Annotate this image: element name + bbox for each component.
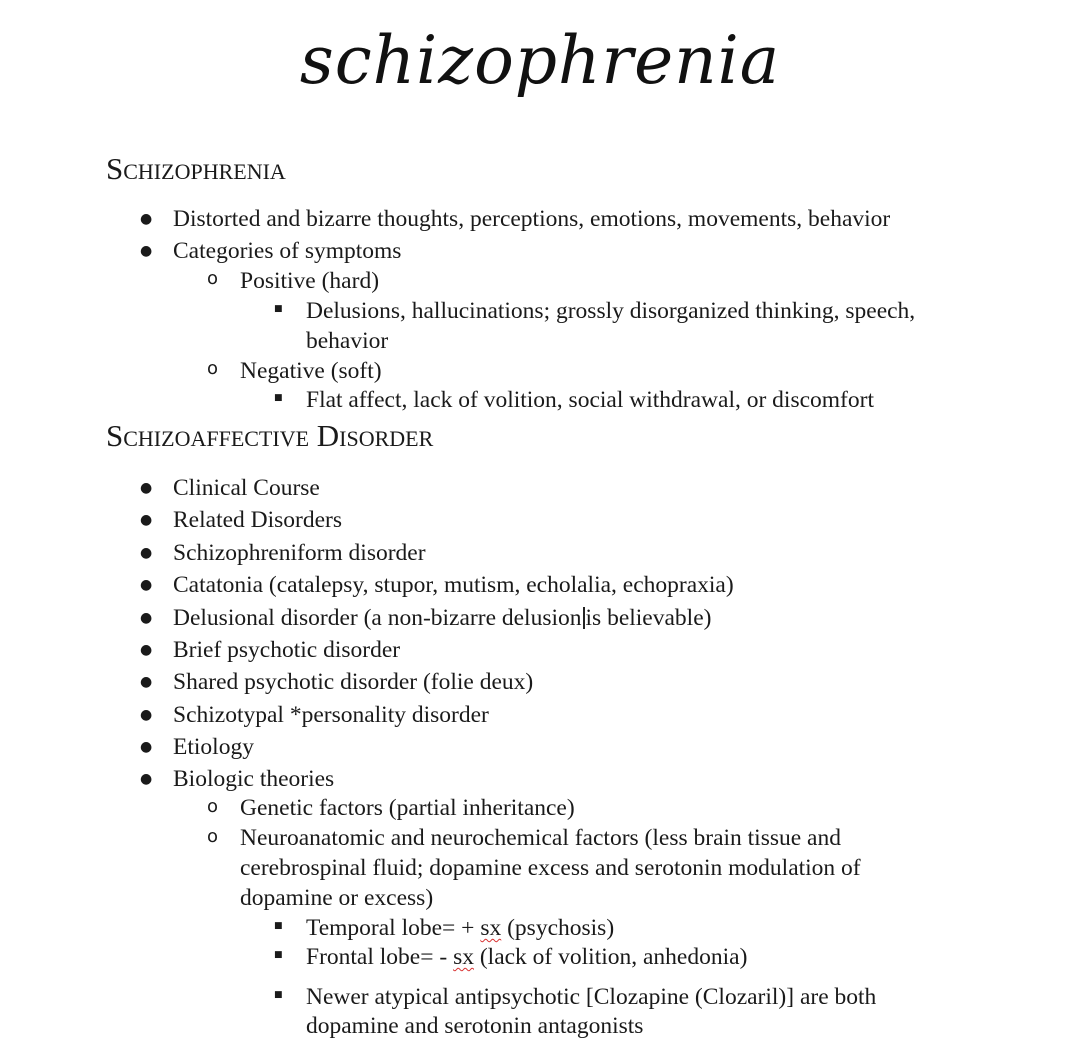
list-item-text: Frontal lobe= - bbox=[306, 944, 454, 970]
bullet-icon: ● bbox=[140, 739, 153, 755]
bullet-icon: ● bbox=[140, 243, 153, 259]
list-item: Shared psychotic disorder (folie deux) bbox=[173, 669, 534, 695]
list-item: Catatonia (catalepsy, stupor, mutism, echolalia, echopraxia) bbox=[173, 572, 734, 598]
bullet-icon: o bbox=[207, 796, 219, 817]
list-item: Biologic theories bbox=[173, 766, 335, 792]
list-item: Brief psychotic disorder bbox=[173, 637, 401, 663]
bullet-icon: ■ bbox=[274, 393, 283, 403]
list-item bbox=[306, 946, 747, 970]
bullet-icon: ● bbox=[140, 642, 153, 658]
bullet-icon: ■ bbox=[274, 304, 283, 314]
list-item: Negative (soft) bbox=[240, 358, 382, 384]
bullet-icon: ■ bbox=[274, 921, 283, 931]
section-heading-schizoaffective-disorder: Schizoaffective Disorder bbox=[106, 418, 434, 453]
bullet-icon: ● bbox=[140, 674, 153, 690]
document-title: schizophrenia bbox=[299, 22, 781, 99]
list-item: Genetic factors (partial inheritance) bbox=[240, 795, 575, 821]
bullet-icon: ■ bbox=[274, 950, 283, 960]
list-item: Delusions, hallucinations; grossly disorganized thinking, speech, bbox=[306, 298, 916, 324]
bullet-icon: ● bbox=[140, 211, 153, 227]
list-item: Clinical Course bbox=[173, 475, 320, 501]
list-item-continuation: cerebrospinal fluid; dopamine excess and serotonin modulation of bbox=[240, 855, 861, 881]
bullet-icon: o bbox=[207, 268, 219, 289]
bullet-icon: ● bbox=[140, 545, 153, 561]
list-item-continuation: dopamine or excess) bbox=[240, 885, 434, 911]
list-item bbox=[173, 607, 711, 631]
text-cursor bbox=[583, 607, 585, 629]
spellcheck-word: sx bbox=[480, 915, 502, 941]
list-item: Positive (hard) bbox=[240, 268, 380, 294]
bullet-icon: ● bbox=[140, 610, 153, 626]
list-item-text: is believable) bbox=[585, 605, 712, 631]
section-heading-schizophrenia: Schizophrenia bbox=[106, 151, 286, 186]
bullet-icon: ● bbox=[140, 480, 153, 496]
bullet-icon: ● bbox=[140, 771, 153, 787]
bullet-icon: ■ bbox=[274, 990, 283, 1000]
list-item: Neuroanatomic and neurochemical factors (less brain tissue and bbox=[240, 825, 841, 851]
spellcheck-word: sx bbox=[453, 944, 474, 970]
bullet-icon: ● bbox=[140, 577, 153, 593]
list-item: Related Disorders bbox=[173, 507, 343, 533]
list-item: Newer atypical antipsychotic [Clozapine (Clozaril)] are both bbox=[306, 984, 877, 1010]
list-item: Flat affect, lack of volition, social withdrawal, or discomfort bbox=[306, 387, 874, 413]
list-item-text: (psychosis) bbox=[501, 915, 615, 941]
list-item-text: Temporal lobe= + bbox=[306, 915, 481, 941]
list-item-continuation: dopamine and serotonin antagonists bbox=[306, 1013, 644, 1039]
list-item: Schizophreniform disorder bbox=[173, 540, 426, 566]
list-item: Categories of symptoms bbox=[173, 238, 402, 264]
bullet-icon: o bbox=[207, 826, 219, 847]
list-item-continuation: behavior bbox=[306, 328, 389, 354]
list-item: Distorted and bizarre thoughts, perceptions, emotions, movements, behavior bbox=[173, 206, 891, 232]
list-item bbox=[306, 917, 614, 941]
bullet-icon: o bbox=[207, 358, 219, 379]
list-item: Etiology bbox=[173, 734, 254, 760]
list-item-text: Delusional disorder (a non-bizarre delusion bbox=[173, 605, 582, 631]
bullet-icon: ● bbox=[140, 707, 153, 723]
bullet-icon: ● bbox=[140, 512, 153, 528]
list-item: Schizotypal *personality disorder bbox=[173, 702, 489, 728]
list-item-text: (lack of volition, anhedonia) bbox=[473, 944, 748, 970]
